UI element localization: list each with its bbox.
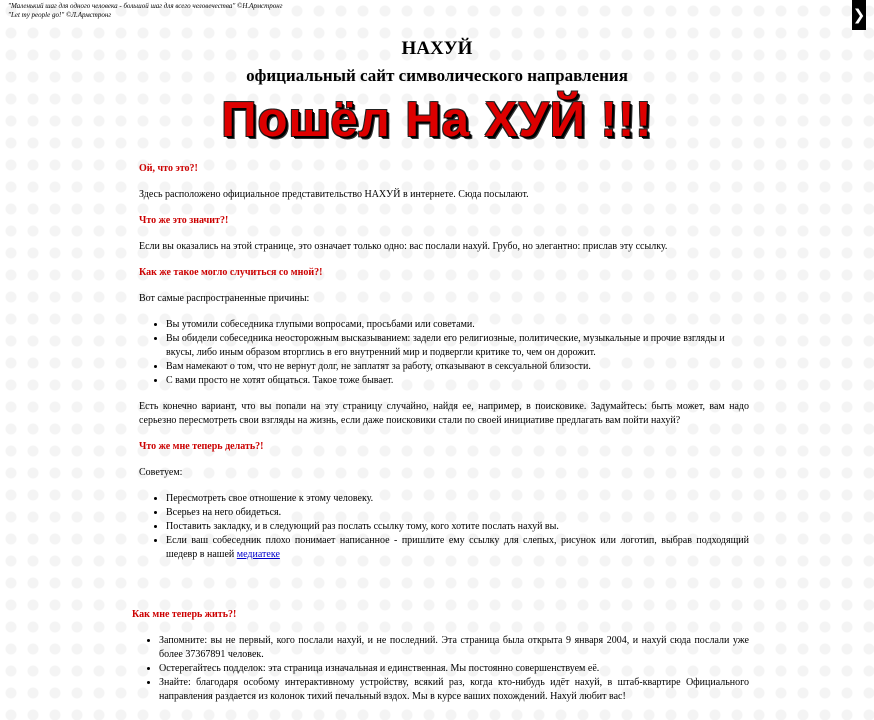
list-item <box>166 534 749 562</box>
list-item: • Всерьез на него обидеться. <box>166 506 749 520</box>
section-heading: Что же мне теперь делать?! <box>139 441 264 452</box>
header-quotes <box>8 2 282 20</box>
list-item: • Остерегайтесь подделок: эта страница изначальная и единственная. Мы постоянно совершенствуем её. <box>159 662 749 676</box>
armstrong-quote-2: "Let my people go!" ©Л.Армстронг <box>8 11 112 19</box>
life-list <box>132 634 749 704</box>
section-heading: Как же такое могло случиться со мной?! <box>139 267 323 278</box>
list-item: • Знайте: благодаря особому интерактивному устройству, всякий раз, когда кто-нибудь идёт нахуй, в штаб-квартире Официального направления раздается из колонок тихий печальный вздох. Мы в курсе ваших похождений. Нахуй любит вас! <box>159 676 749 704</box>
page-subtitle: официальный сайт символического направления <box>246 66 628 85</box>
list-item: • Вы утомили собеседника глупыми вопросами, просьбами или советами. <box>166 318 749 332</box>
banner-logo: Пошёл На ХУЙ !!! <box>221 93 653 147</box>
mediateka-link[interactable]: медиатеке <box>236 549 280 560</box>
armstrong-quote: "Маленький шаг для одного человека - большой шаг для всего человечества" ©Н.Армстронг <box>8 2 283 10</box>
reasons-list <box>139 318 749 388</box>
list-item: • Пересмотреть свое отношение к этому человеку. <box>166 492 749 506</box>
list-item: • Вы обидели собеседника неосторожным высказыванием: задели его религиозные, политические, музыкальные и прочие взгляды и вкусы, либо иным образом вторглись в его внутренний мир и подвергли критике то, чем он дорожит. <box>166 332 749 360</box>
paragraph: Есть конечно вариант, что вы попали на эту страницу случайно, найдя ее, например, в поисковике. Задумайтесь: быть может, вам надо серьезно пересмотреть свои взгляды на жизнь, если даже поисковики стали по своей инициативе предлагать вам пойти нахуй? <box>139 401 749 426</box>
section-heading: Как мне теперь жить?! <box>132 609 237 620</box>
main-content <box>139 162 749 574</box>
page-title: НАХУЙ <box>401 38 473 59</box>
main-content-lower <box>132 608 749 716</box>
list-item: • Вам намекают о том, что не вернут долг, не заплатят за работу, отказывают в сексуальной близости. <box>166 360 749 374</box>
paragraph: Вот самые распространенные причины: <box>139 293 310 304</box>
list-item: • Запомните: вы не первый, кого послали нахуй, и не последний. Эта страница была открыта 9 января 2004, и нахуй сюда послали уже более 37367891 человек. <box>159 634 749 662</box>
paragraph: Здесь расположено официальное представительство НАХУЙ в интернете. Сюда посылают. <box>139 189 529 200</box>
advice-list <box>139 492 749 562</box>
section-heading: Ой, что это?! <box>139 163 198 174</box>
corner-arrow-icon[interactable]: ❯ <box>852 0 866 30</box>
list-item-text: Если ваш собеседник плохо понимает написанное - пришлите ему ссылку для слепых, рисунок или логотип, выбрав подходящий шедевр в нашей <box>166 535 749 560</box>
list-item: • Поставить закладку, и в следующий раз послать ссылку тому, кого хотите послать нахуй вы. <box>166 520 749 534</box>
section-heading: Что же это значит?! <box>139 215 229 226</box>
paragraph: Если вы оказались на этой странице, это означает только одно: вас послали нахуй. Грубо, но элегантно: прислав эту ссылку. <box>139 241 668 252</box>
list-item: • С вами просто не хотят общаться. Такое тоже бывает. <box>166 374 749 388</box>
paragraph: Советуем: <box>139 467 183 478</box>
